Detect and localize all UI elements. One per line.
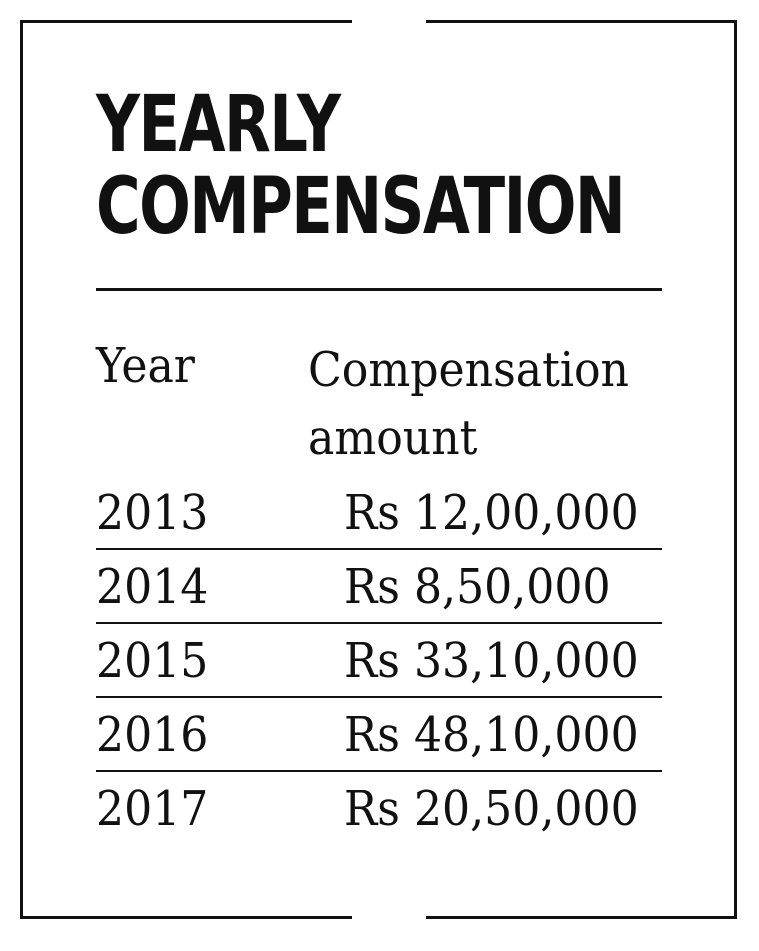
amount-cell: Rs 8,50,000 <box>344 559 611 615</box>
table-row <box>96 772 662 846</box>
compensation-table <box>96 476 662 846</box>
amount-cell: Rs 48,10,000 <box>344 707 639 763</box>
title-line-2: COMPENSATION <box>96 162 625 252</box>
amount-cell: Rs 12,00,000 <box>344 485 639 541</box>
table-row <box>96 476 662 550</box>
frame-bottom-gap <box>352 914 426 924</box>
infobox-title <box>96 80 625 252</box>
year-cell: 2014 <box>96 559 209 615</box>
table-row <box>96 624 662 698</box>
table-row <box>96 698 662 772</box>
column-header-year: Year <box>96 338 195 394</box>
frame-top-gap <box>352 16 426 26</box>
amount-cell: Rs 33,10,000 <box>344 633 639 689</box>
year-cell: 2015 <box>96 633 209 689</box>
title-line-1: YEARLY <box>96 80 340 170</box>
year-cell: 2016 <box>96 707 209 763</box>
year-cell: 2017 <box>96 781 209 837</box>
amount-cell: Rs 20,50,000 <box>344 781 639 837</box>
column-header-compensation: Compensation amount <box>308 342 629 466</box>
title-divider <box>96 288 662 291</box>
year-cell: 2013 <box>96 485 209 541</box>
table-row <box>96 550 662 624</box>
